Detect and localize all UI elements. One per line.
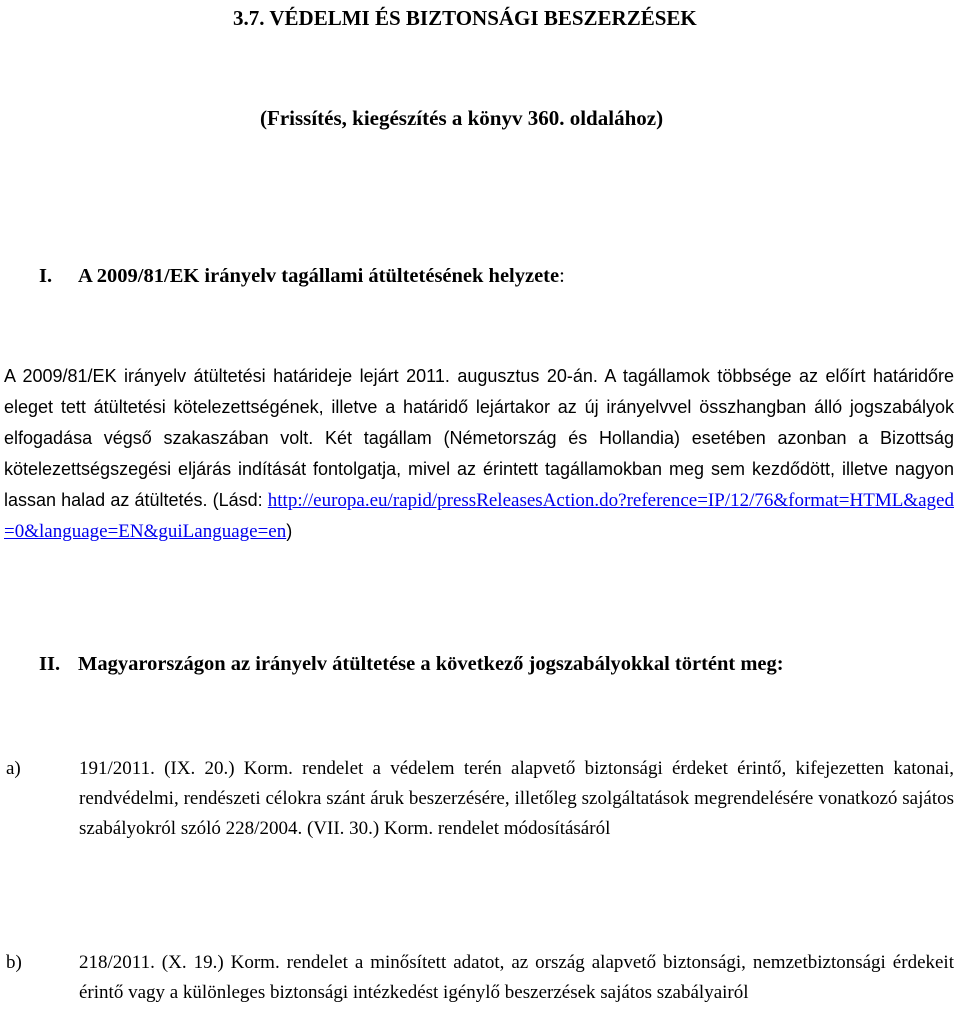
list-item-marker: b) xyxy=(6,952,22,973)
list-item xyxy=(6,754,954,844)
section-1-number: I. xyxy=(39,265,53,287)
status-paragraph-closing: ) xyxy=(286,521,293,541)
list-item-marker: a) xyxy=(6,758,21,779)
press-release-link[interactable]: http://europa.eu/rapid/pressReleasesAction.do?reference=IP/12/76&format=HTML&aged=0&language=EN&guiLanguage=en xyxy=(4,490,954,542)
section-1-title-text: A 2009/81/EK irányelv tagállami átültetésének helyzete xyxy=(78,265,560,287)
status-paragraph-text: A 2009/81/EK irányelv átültetési határideje lejárt 2011. augusztus 20-án. A tagállamok többsége az előírt határidőre eleget tett átültetési kötelezettségének, illetve a határidő lejártakor az új irányelvvel összhangban álló jogszabályok elfogadása végső szakaszában volt. Két tagállam (Németország és Hollandia) esetében azonban a Bizottság kötelezettségszegési eljárás indítását fontolgatja, mivel az érintett tagállamokban meg sem kezdődött, illetve nagyon lassan halad az átültetés. (Lásd: xyxy=(4,366,954,510)
list-item xyxy=(6,948,954,1008)
section-2-number: II. xyxy=(39,653,61,675)
list-item-text: 218/2011. (X. 19.) Korm. rendelet a minősített adatot, az ország alapvető biztonsági, nemzetbiztonsági érdekeit érintő vagy a különleges biztonsági intézkedést igénylő beszerzések sajátos szabályairól xyxy=(79,952,954,1003)
document-subheading: (Frissítés, kiegészítés a könyv 360. oldalához) xyxy=(260,106,664,130)
status-paragraph xyxy=(4,361,954,547)
section-1-title xyxy=(39,262,565,290)
section-2-title-text: Magyarországon az irányelv átültetése a következő jogszabályokkal történt meg: xyxy=(78,653,784,675)
section-2-title xyxy=(39,650,784,678)
section-1-colon: : xyxy=(559,265,565,287)
list-item-text: 191/2011. (IX. 20.) Korm. rendelet a védelem terén alapvető biztonsági érdeket érintő, kifejezetten katonai, rendvédelmi, rendészeti célokra szánt áruk beszerzésére, illetőleg szolgáltatások megrendelésére vonatkozó sajátos szabályokról szóló 228/2004. (VII. 30.) Korm. rendelet módosításáról xyxy=(79,758,954,839)
document-heading: 3.7. VÉDELMI ÉS BIZTONSÁGI BESZERZÉSEK xyxy=(233,6,697,30)
